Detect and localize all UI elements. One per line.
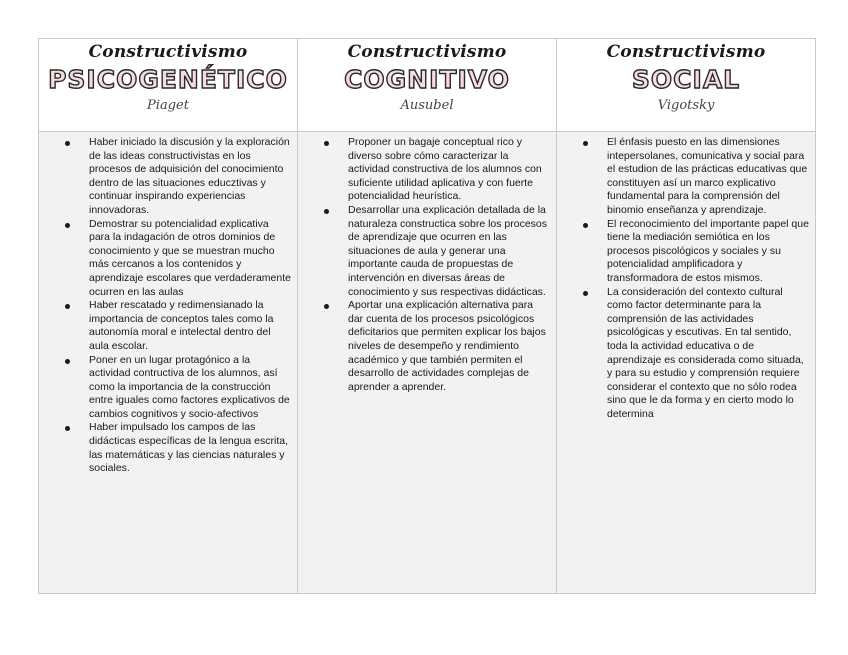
column-author: Vigotsky [657, 98, 715, 113]
list-item [324, 136, 550, 204]
column-name: SOCIAL [631, 65, 741, 94]
list-item-text: Desarrollar una explicación detallada de la naturaleza constructica sobre los procesos de aprendizaje que ocurren en las situaciones de aula y generar una importante cauda de propuestas de intervención en diversas áreas de conocimiento y sus respectivas didácticas. [348, 203, 548, 298]
bullet-list [304, 136, 550, 394]
list-item [65, 136, 291, 218]
column-author: Ausubel [400, 98, 454, 113]
list-item [583, 286, 809, 422]
bullet-icon [65, 359, 70, 364]
bullet-icon [583, 291, 588, 296]
list-item [65, 218, 291, 300]
list-item-text: El reconocimiento del importante papel que tiene la mediación semiótica en los procesos piscológicos y sociales y su potencialidad amplificadora y transformadora de estos mismos. [607, 217, 809, 284]
bullet-icon [65, 426, 70, 431]
list-item-text: Proponer un bagaje conceptual rico y diverso sobre cómo caracterizar la actividad constructiva de los alumnos con suficiente utilidad aplicativa y con fuerte potencialidad heurística. [348, 136, 542, 203]
list-item [65, 354, 291, 422]
list-item [324, 204, 550, 299]
list-item-text: El énfasis puesto en las dimensiones intepersolanes, comunicativa y social para el estudion de las prácticas educativas que constituyen así un marco explicativo fundamental para la comprensión del binomio enseñanza y aprendizaje. [607, 136, 808, 216]
bullet-list [45, 136, 291, 476]
list-item-text: Haber iniciado la discusión y la exploración de las ideas constructivistas en los procesos de adquisición del conocimiento dentro de las situaciones educztivas y continuar inspirando experiencias innovadoras. [89, 136, 290, 216]
column-heading: Constructivismo [88, 42, 248, 62]
list-item [324, 299, 550, 394]
header-cell-cognitivo [298, 39, 557, 131]
list-item [583, 218, 809, 286]
column-name: COGNITIVO [344, 65, 510, 94]
list-item-text: Aportar una explicación alternativa para dar cuenta de los procesos psicológicos deficitarios que permiten explicar los bajos niveles de desempeño y rendimiento académico y que también permiten el desarrollo de actividades complejas de aprender a aprender. [348, 299, 546, 393]
list-item [65, 299, 291, 353]
bullet-icon [324, 304, 329, 309]
bullet-icon [65, 304, 70, 309]
header-cell-social [557, 39, 815, 131]
bullet-icon [324, 141, 329, 146]
list-item [65, 421, 291, 475]
bullet-icon [583, 141, 588, 146]
bullet-icon [65, 141, 70, 146]
comparison-table [38, 38, 816, 594]
list-item-text: Haber rescatado y redimensianado la importancia de conceptos tales como la autonomía moral e intelectal dentro del aula escolar. [89, 299, 274, 352]
bullet-icon [65, 223, 70, 228]
list-item-text: Demostrar su potencialidad explicativa para la indagación de otros dominios de conocimiento y que se muestran mucho más cercanos a los contenidos y aprendizaje escolares que verdaderamente ocurren en las aulas [89, 217, 291, 298]
list-item-text: Poner en un lugar protagónico a la actividad contructiva de los alumnos, así como la importancia de la construcción entre iguales como factores explicativos de cambios cognitivos y socio-afectivos [89, 353, 290, 420]
column-author: Piaget [147, 98, 189, 113]
header-row [39, 39, 815, 132]
body-row [39, 132, 815, 593]
header-cell-psicogenetico [39, 39, 298, 131]
body-cell-social [557, 132, 815, 593]
column-heading: Constructivismo [347, 42, 507, 62]
list-item-text: Haber impulsado los campos de las didácticas específicas de la lengua escrita, las matemáticas y las ciencias naturales y sociales. [89, 421, 289, 475]
bullet-icon [324, 209, 329, 214]
column-name: PSICOGENÉTICO [48, 65, 288, 94]
body-cell-cognitivo [298, 132, 557, 593]
body-cell-psicogenetico [39, 132, 298, 593]
bullet-icon [583, 223, 588, 228]
bullet-list [563, 136, 809, 421]
column-heading: Constructivismo [606, 42, 766, 62]
list-item [583, 136, 809, 218]
list-item-text: La consideración del contexto cultural como factor determinante para la comprensión de las actividades psicológicas y escutivas. En tal sentido, toda la actividad educativa o de aprendizaje es considerada como situada, y para su estudio y comprensión requiere considerar el contexto que no sólo rodea sino que le da forma y en cierto modo lo determina [607, 285, 804, 420]
